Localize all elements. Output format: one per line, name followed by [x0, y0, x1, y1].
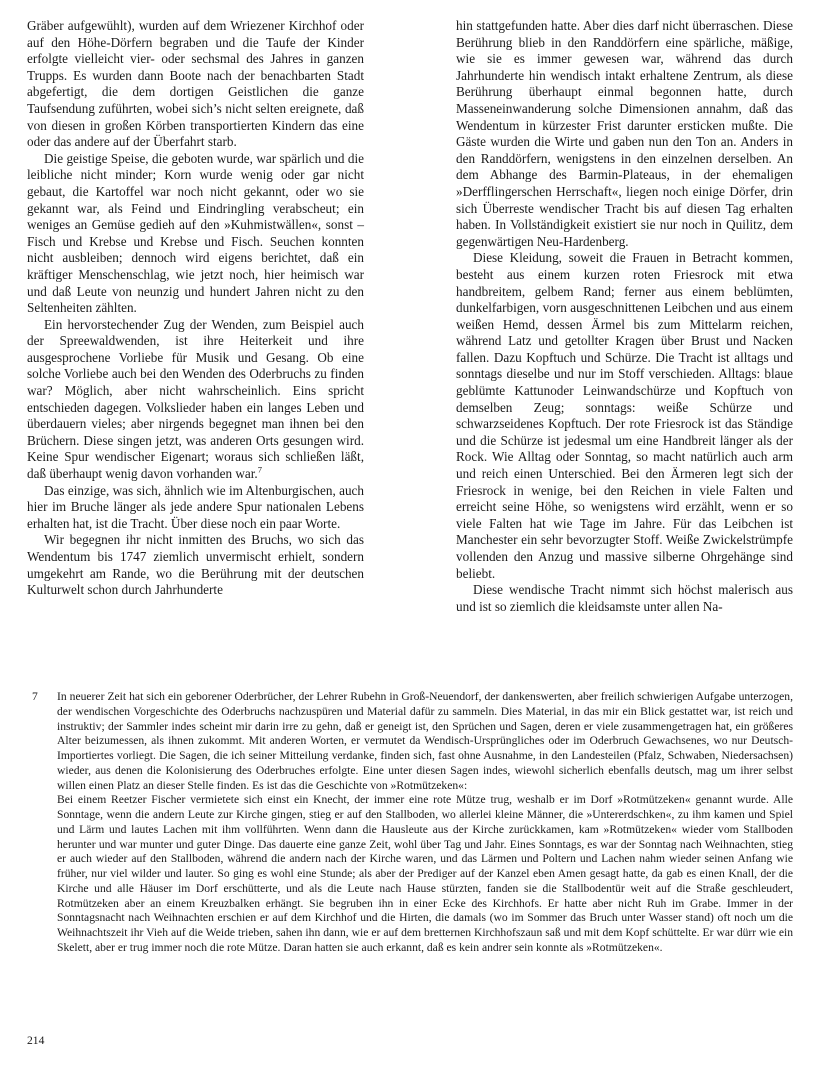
paragraph-text: Ein hervorstechender Zug der Wenden, zum Beispiel auch der Spreewaldwenden, ist ihre Heiterkeit und ihre ausgesprochene Vorliebe für Musik und Gesang. Ob eine solche Vorliebe auch bei den Wenden des Oderbruchs zu finden war? Möglich, aber nicht wahrscheinlich. Eins spricht entschieden dagegen. Volkslieder haben ein langes Leben und überdauern vieles; aber nirgends begegnet man ihnen bei den Brüchern. Diese singen jetzt, was anderen Orts gesungen wird. Keine Spur wendischer Eigenart; woraus sich schließen läßt, daß überhaupt wenig davon vorhanden war. [27, 316, 364, 482]
footnote [27, 690, 793, 956]
footnote-paragraph: In neuerer Zeit hat sich ein geborener Oderbrücher, der Lehrer Rubehn in Groß-Neuendorf, der dankenswerten, aber freilich schwierigen Aufgabe unterzogen, der wendischen Vorgeschichte des Oderbruchs nachzuspüren und Material dafür zu sammeln. Dies Material, in das mir ein Blick gestattet war, ist reich und instruktiv; der Sammler indes scheint mir darin irre zu gehn, daß er geneigt ist, den Sprüchen und Sagen, deren er viele zusammengetragen hat, ein größeres Alter beizumessen, als ihnen zukommt. Mit anderen Worten, er vermutet da Wendisch-Ursprüngliches oder im Oderbruch Gewachsenes, wo nur Deutsch-Importiertes vorliegt. Die Sagen, die ich seiner Mitteilung verdanke, finden sich, fast ohne Ausnahme, in den Landesteilen (Pfalz, Schwaben, Niedersachsen) wieder, aus denen die Kolonisierung des Oderbruches erfolgte. Eine unter diesen Sagen indes, wiewohl sicherlich ebenfalls deutsch, mag um ihrer selbst willen einen Platz an dieser Stelle finden. Es ist das die Geschichte von »Rotmützeken«: [57, 690, 793, 792]
paragraph: Die geistige Speise, die geboten wurde, war spärlich und die leibliche nicht minder; Korn wurde wenig oder gar nicht gebaut, die Kartoffel war noch nicht gekannt, oder wo sie gekannt war, als Feind und Eindringling verabscheut; ein weniges an Gemüse gedieh auf den »Kuhmistwällen«, sonst – Fisch und Krebse und Krebse und Fisch. Seuchen konnten nicht ausbleiben; dennoch wird eigens berichtet, daß ein kräftiger Menschenschlag, wie jetzt noch, hier heimisch war und daß Leute von neunzig und hundert Jahren nicht zu den Seltenheiten zählten. [27, 150, 364, 316]
paragraph: Gräber aufgewühlt), wurden auf dem Wriezener Kirchhof oder auf den Höhe-Dörfern begraben und die Taufe der Kinder erfolgte vielleicht vier- oder sechsmal des Jahres in ganzen Trupps. Es wurden dann Boote nach der benachbarten Stadt abgefertigt, die dem dortigen Geistlichen die ganze Taufsendung zuführten, wobei sich’s nicht selten ereignete, daß von diesen in großen Körben transportierten Kindern das eine oder das andere auf der Überfahrt starb. [27, 18, 364, 150]
page-number: 214 [27, 1034, 45, 1047]
right-column [456, 18, 793, 615]
paragraph: Das einzige, was sich, ähnlich wie im Altenburgischen, auch hier im Bruche länger als jede andere Spur nationalen Lebens erhalten hat, ist die Tracht. Über diese noch ein paar Worte. [27, 482, 364, 531]
paragraph-with-footnote [27, 317, 364, 483]
main-text [27, 18, 793, 615]
footnote-number: 7 [32, 690, 38, 703]
paragraph: Diese wendische Tracht nimmt sich höchst malerisch aus und ist so ziemlich die kleidsamste unter allen Na- [456, 582, 793, 614]
footnote-body [57, 690, 793, 956]
footnote-reference[interactable]: 7 [257, 464, 262, 475]
footnote-paragraph: Bei einem Reetzer Fischer vermietete sich einst ein Knecht, der immer eine rote Mütze trug, weshalb er im Dorf »Rotmützeken« genannt wurde. Alle Sonntage, wenn die andern Leute zur Kirche gingen, stieg er auf den Stallboden, wo allerlei kleine Männer, die »Untererdschken«, zu ihm kamen und Spiel und Lärm und lautes Lachen mit ihm vollführten. Wenn dann die Hausleute aus der Kirche zurückkamen, kam »Rotmützeken« wieder vom Stallboden herunter und war munter und guter Dinge. Das dauerte eine ganze Zeit, wohl über Tag und Jahr. Eines Sonntags, es war der Sonntag nach Weihnachten, stieg er auch wieder auf den Stallboden, während die andern nach der Kirche waren, und das Lärmen und Poltern und Lachen nahm wieder seinen Anfang wie früher, nur viel wilder und lauter. So ging es wohl eine Stunde; als aber der Prediger auf der Kanzel eben Amen gesagt hatte, da gab es einen Knall, der die Kirche und alle Häuser im Dorf erschütterte, und als die Leute nach Hause stürzten, fanden sie die Stallbodentür weit auf die Straße geschleudert, Rotmützeken aber an einem Kreuzbalken erhängt. Sie begruben ihn in einer Ecke des Kirchhofs. Er hatte aber nicht Ruh im Grabe. Immer in der Sonntagsnacht nach Weihnachten erschien er auf dem Kirchhof und die Hirten, die damals (wo im Sommer das Bruch unter Wasser stand) oft noch um die Weihnachtszeit ihr Vieh auf die Weide trieben, sahen ihn dann, wie er auf dem bretternen Kirchhofszaun saß und mit dem Kopf schüttelte. Er war dürr wie ein Skelett, aber er trug immer noch die rote Mütze. Daran hatten sie auch erkannt, daß es kein andrer sein konnte als »Rotmützeken«. [57, 793, 793, 954]
left-column [27, 18, 364, 615]
paragraph: hin stattgefunden hatte. Aber dies darf nicht überraschen. Diese Berührung blieb in den Randdörfern eine spärliche, mäßige, wie sie es immer gewesen war, während das durch Jahrhunderte hin wendisch intakt erhaltene Zentrum, als diese Berührung überhaupt einmal begonnen hatte, durch Masseneinwanderung solche Dimensionen annahm, daß das Wendentum in kürzester Frist darunter ersticken mußte. Die Gäste wurden die Wirte und gaben nun den Ton an. Anders in den Randdörfern, wenigstens in den einzelnen derselben. An dem Abhange des Barmin-Plateaus, in der ehemaligen »Derfflingerschen Herrschaft«, liegen noch einige Dörfer, drin sich Überreste wendischer Tracht bis auf diesen Tag erhalten haben. In Vollständigkeit existiert sie nur noch in Quilitz, dem gegenwärtigen Neu-Hardenberg. [456, 18, 793, 249]
paragraph: Diese Kleidung, soweit die Frauen in Betracht kommen, besteht aus einem kurzen roten Friesrock mit etwa handbreitem, gelbem Rand; ferner aus einem beblümten, dunkelfarbigen, vorn ausgeschnittenen Leibchen und aus einem weißen Hemd, dessen Ärmel bis zum Mittelarm reichen, während Latz und getollter Kragen über Brust und Nacken fallen. Dazu Kopftuch und Schürze. Die Tracht ist alltags und sonntags dieselbe und nur im Stoff verschieden. Alltags: blaue geblümte Kattunoder Leinwandschürze und Kopftuch von demselben Zeug; sonntags: weiße Schürze und schwarzseidenes Kopftuch. Der rote Friesrock ist das Ständige und die Schürze ist jedesmal um eine Handbreit länger als der Rock. Wie Alltag oder Sonntag, so macht natürlich auch arm und reich einen Unterschied. Bei den Ärmeren legt sich der Friesrock in wenige, bei den Reichen in viele Falten und erreicht seine Höhe, so wenigstens wird erzählt, wenn er so viele Falten hat wie Tage im Jahre. Für das Leibchen ist Manchester ein sehr bevorzugter Stoff. Weiße Zwickelstrümpfe vollenden den Anzug und massive silberne Ohrgehänge sind beliebt. [456, 250, 793, 581]
paragraph: Wir begegnen ihr nicht inmitten des Bruchs, wo sich das Wendentum bis 1747 ziemlich unvermischt erhielt, sondern umgekehrt am Rande, wo die Berührung mit der deutschen Kulturwelt schon durch Jahrhunderte [27, 532, 364, 598]
